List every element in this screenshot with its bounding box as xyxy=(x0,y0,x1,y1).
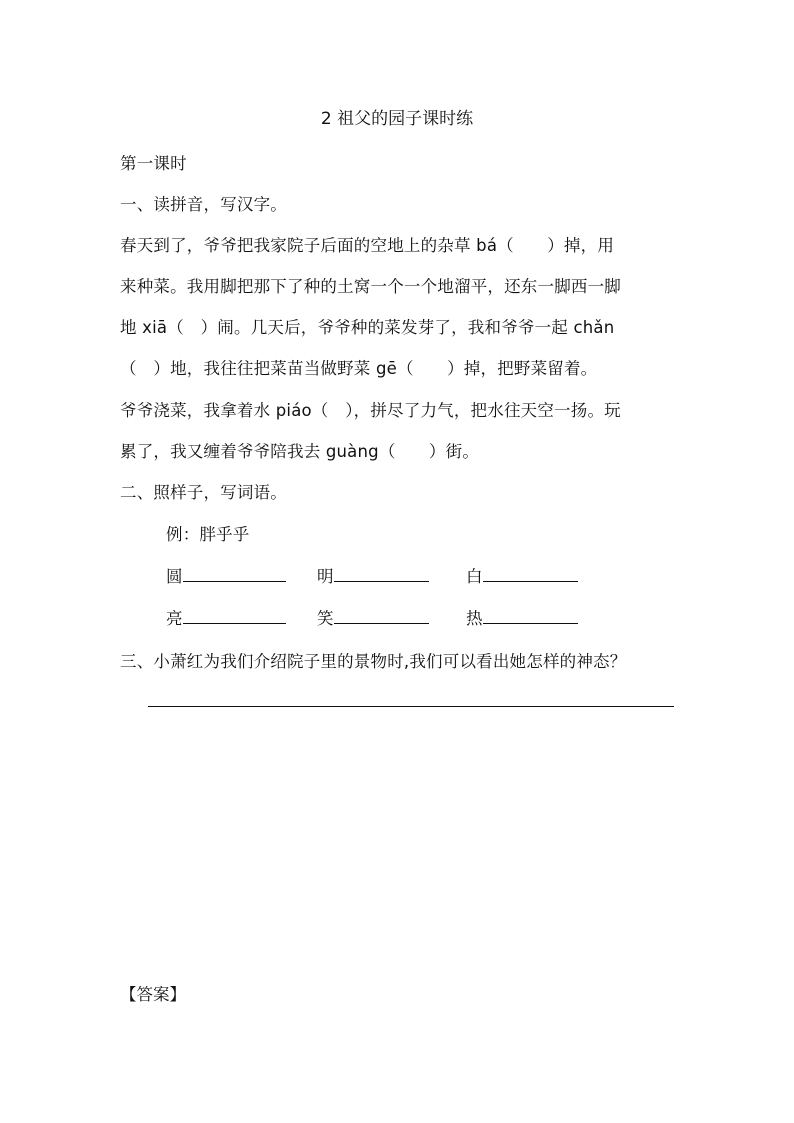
q2-row1-item-1 xyxy=(166,563,286,587)
q1-line-2: 来种菜。我用脚把那下了种的土窝一个一个地溜平，还东一脚西一脚 xyxy=(120,277,621,296)
q2-row2-item-1 xyxy=(166,605,286,629)
q2-row2-item-2 xyxy=(317,605,429,629)
q3-answer-line[interactable] xyxy=(148,706,674,707)
answer-blank[interactable] xyxy=(334,607,429,624)
q1-line-3: 地 xiā（ ）闹。几天后，爷爷种的菜发芽了，我和爷爷一起 chǎn xyxy=(120,318,615,337)
q1-line-6: 累了，我又缠着爷爷陪我去 guàng（ ）街。 xyxy=(120,442,480,461)
q2-row1-char-3: 白 xyxy=(466,567,483,586)
q1-line-5: 爷爷浇菜，我拿着水 piáo（ ），拼尽了力气，把水往天空一扬。玩 xyxy=(120,401,621,420)
lesson-label: 第一课时 xyxy=(120,154,187,173)
answer-blank[interactable] xyxy=(183,565,286,582)
q2-row2-char-1: 亮 xyxy=(166,609,183,628)
q2-row2-char-3: 热 xyxy=(466,609,483,628)
q2-row1-char-2: 明 xyxy=(317,567,334,586)
q2-example: 例：胖乎乎 xyxy=(166,525,250,544)
q2-row1-item-3 xyxy=(466,563,578,587)
q3-heading: 三、小萧红为我们介绍院子里的景物时,我们可以看出她怎样的神态？ xyxy=(120,652,627,671)
answer-label: 【答案】 xyxy=(120,985,186,1004)
q2-row1-char-1: 圆 xyxy=(166,567,183,586)
q2-row1-item-2 xyxy=(317,563,429,587)
q1-line-4: （ ）地，我往往把菜苗当做野菜 gē（ ）掉，把野菜留着。 xyxy=(120,359,598,378)
answer-blank[interactable] xyxy=(483,565,578,582)
q1-line-1: 春天到了，爷爷把我家院子后面的空地上的杂草 bá（ ）掉，用 xyxy=(120,236,615,255)
q2-row2-item-3 xyxy=(466,605,578,629)
answer-blank[interactable] xyxy=(334,565,429,582)
page-title: 2 祖父的园子课时练 xyxy=(320,109,474,129)
answer-blank[interactable] xyxy=(483,607,578,624)
answer-blank[interactable] xyxy=(183,607,286,624)
q2-heading: 二、照样子，写词语。 xyxy=(120,483,287,502)
q2-row2-char-2: 笑 xyxy=(317,609,334,628)
q1-heading: 一、读拼音，写汉字。 xyxy=(120,195,287,214)
